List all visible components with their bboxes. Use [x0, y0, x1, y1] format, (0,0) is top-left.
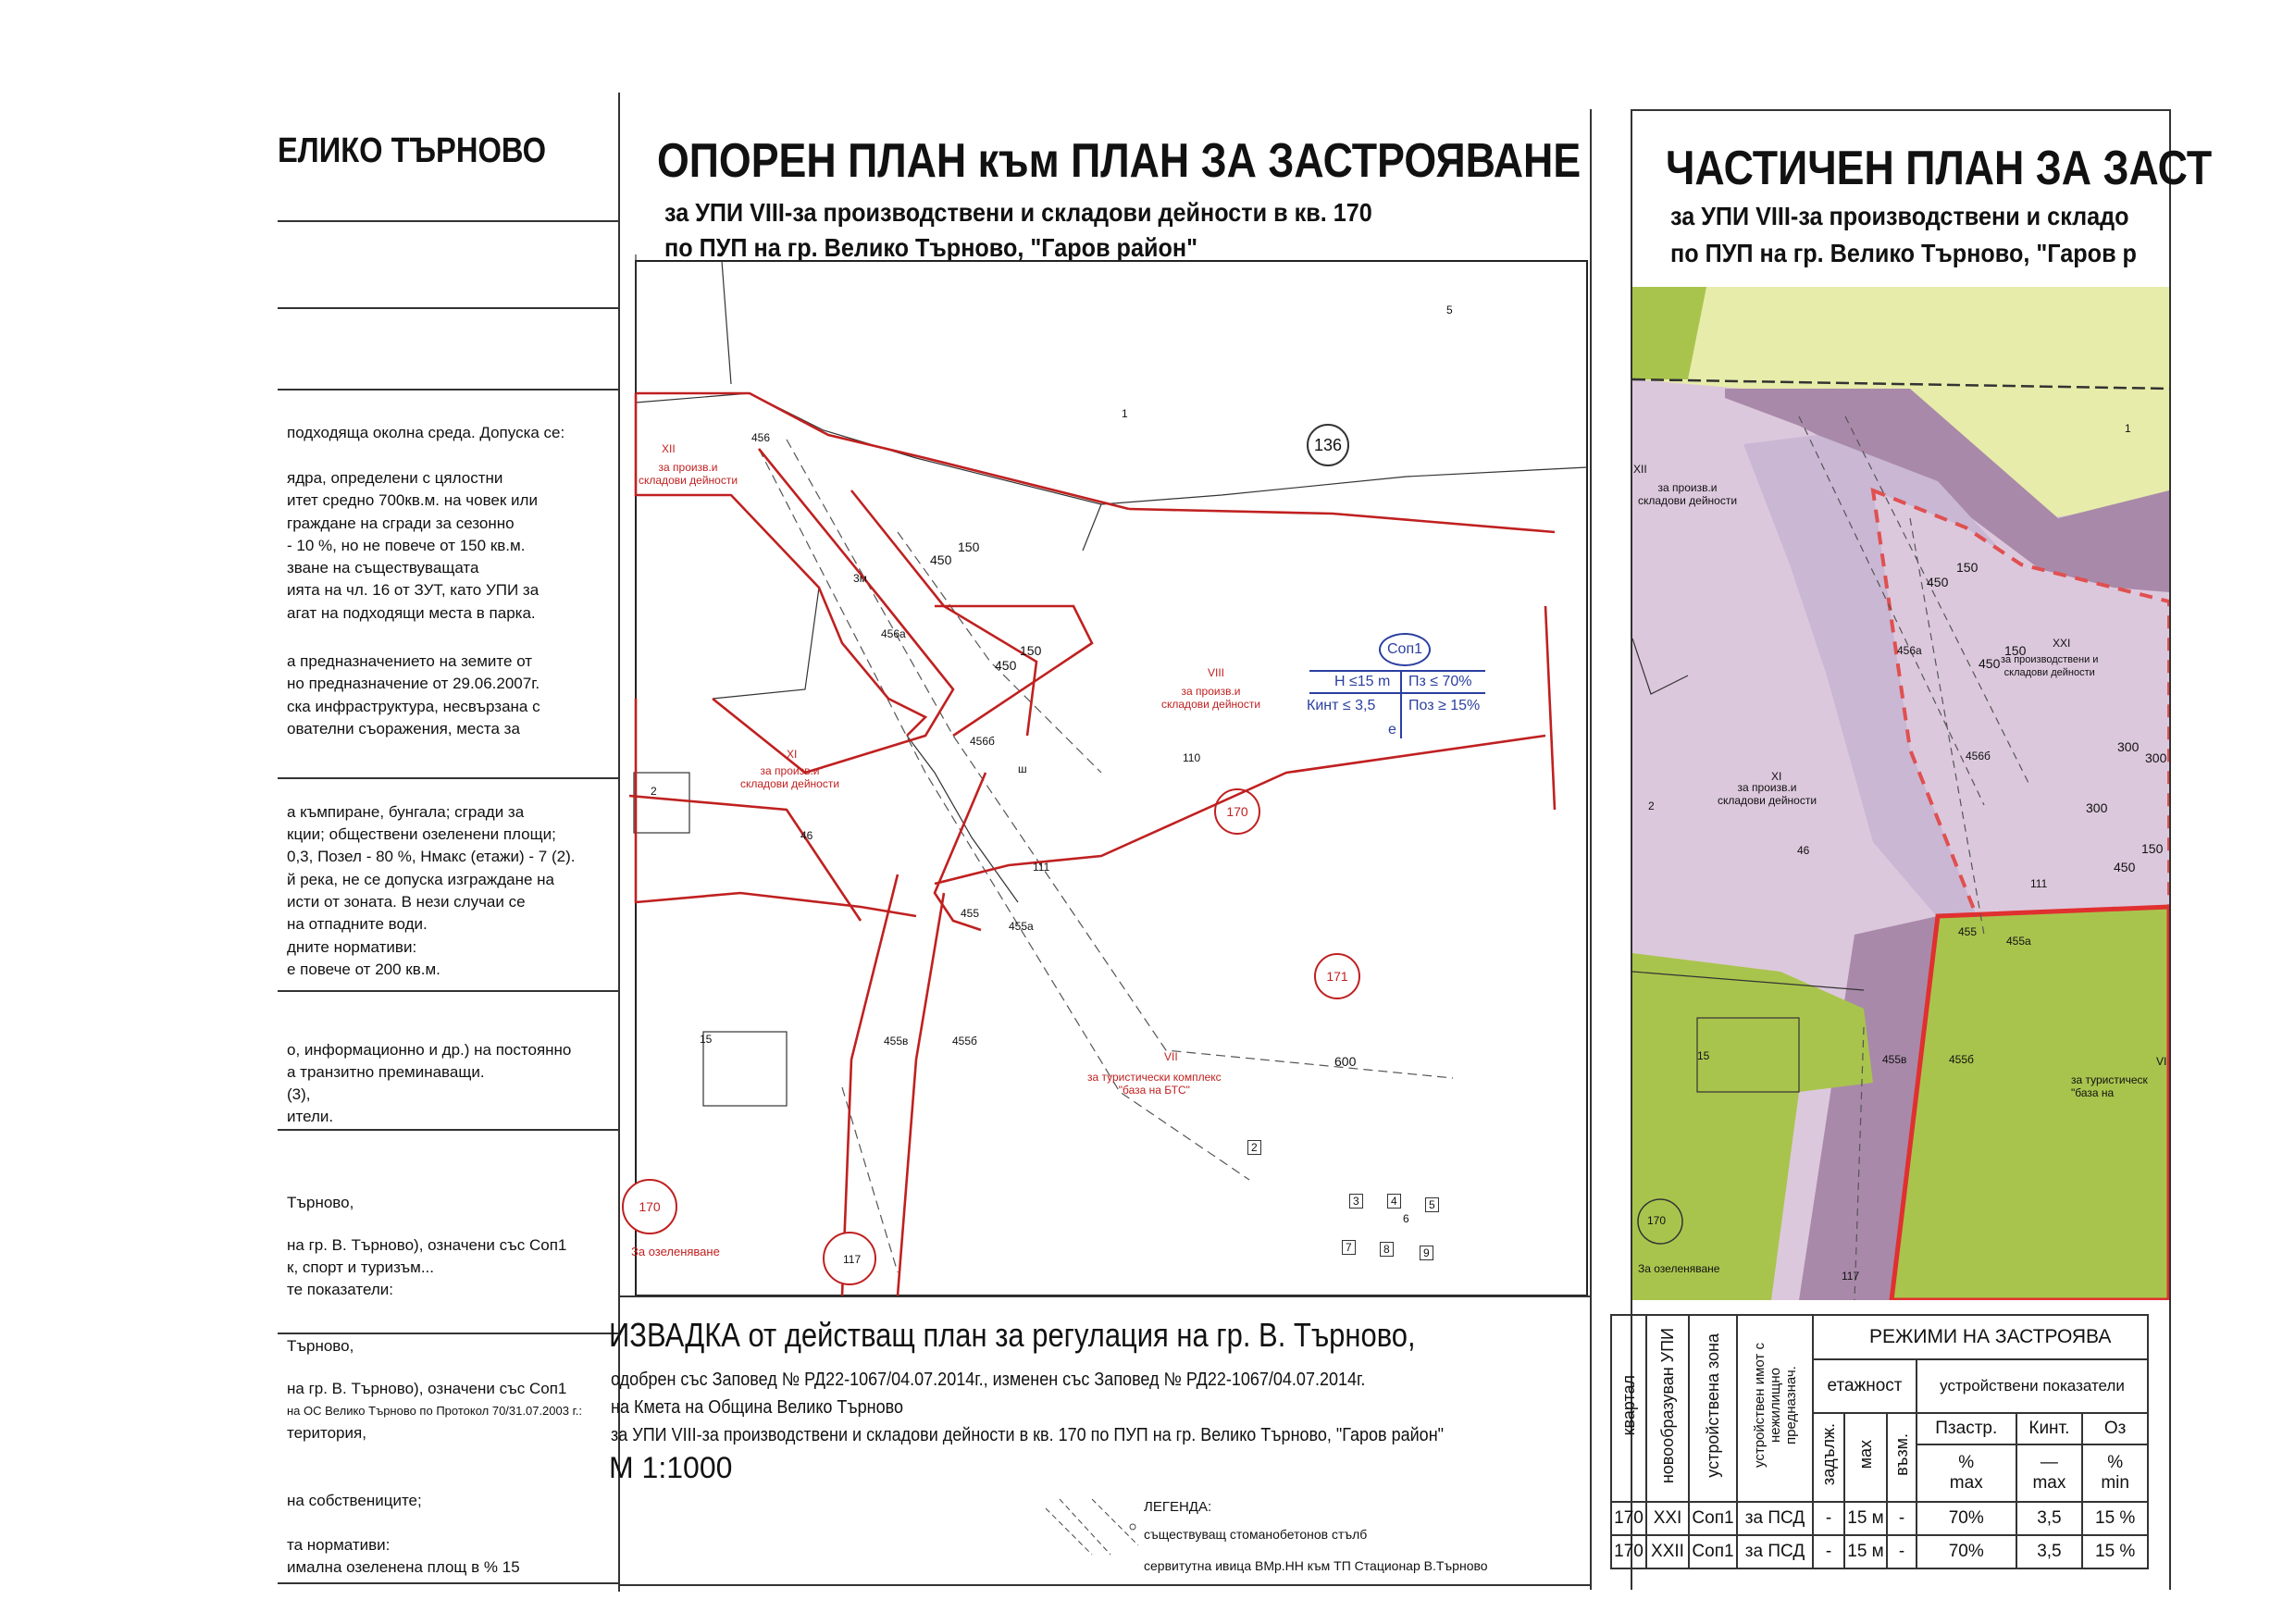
left-line: но предназначение от 29.06.2007г. [287, 675, 540, 692]
parcel-number: 117 [843, 1253, 862, 1266]
plot-viii-label: за произв.и складови дейности [1161, 685, 1261, 711]
parcel-number: 456б [970, 735, 995, 748]
cell: - [1813, 1502, 1844, 1535]
left-line: та нормативи: [287, 1536, 391, 1554]
plot-xi-roman: XI [1771, 770, 1782, 783]
left-line: те показатели: [287, 1281, 394, 1298]
cell: 3,5 [2016, 1535, 2083, 1568]
plot-vii-roman: VII [1164, 1050, 1178, 1063]
left-line: на ОС Велико Търново по Протокол 70/31.07.2003 г.: [287, 1404, 582, 1418]
parcel-number: 46 [800, 829, 813, 842]
left-line: на гр. В. Търново), означени със Соп1 [287, 1380, 567, 1397]
left-line: итет средно 700кв.м. на човек или [287, 491, 538, 509]
parcel-number: 450 [930, 552, 952, 567]
plot-xii-label: за произв.и складови дейности [639, 461, 738, 487]
left-line: е повече от 200 кв.м. [287, 961, 440, 978]
zone-height: H ≤15 m [1334, 674, 1391, 689]
parcel-number: 455а [2006, 935, 2031, 948]
parcel-number: 456б [1966, 750, 1991, 762]
extract-line-3: за УПИ VIII-за производствени и складови дейности в кв. 170 по ПУП на гр. Велико Търново, "Гаров район" [611, 1425, 1445, 1445]
block-circle-170-map: 170 [1214, 788, 1260, 835]
extract-line-2: на Кмета на Община Велико Търново [611, 1397, 904, 1418]
col-oz: Оз [2082, 1413, 2148, 1444]
plot-vi-roman: VI [2156, 1055, 2167, 1068]
parcel-number: 456а [1897, 644, 1922, 657]
lim-oz: min [2101, 1473, 2129, 1493]
col-kvartal: квартал [1619, 1375, 1638, 1436]
cell: Соп1 [1689, 1535, 1737, 1568]
plot-xxi-roman: XXI [2053, 637, 2071, 650]
left-line: зване на съществуващата [287, 559, 479, 576]
parcel-number: ш [1018, 762, 1027, 775]
cell: - [1887, 1535, 1917, 1568]
cell: Соп1 [1689, 1502, 1737, 1535]
parcel-number: 8 [1380, 1242, 1394, 1257]
parcel-number: 111 [1033, 861, 1050, 874]
table-row [1611, 1535, 2148, 1568]
left-line: - 10 %, но не повече от 150 кв.м. [287, 537, 526, 554]
left-line: 0,3, Позел - 80 %, Нмакс (етажи) - 7 (2). [287, 848, 576, 865]
parcel-number: 300 [2145, 750, 2167, 765]
parcel-number: 46 [1797, 844, 1810, 857]
plot-vii-label: за туристически комплекс "база на БТС" [1087, 1071, 1222, 1097]
cell: 15 м [1844, 1535, 1887, 1568]
col-nonres: устройствен имот с нежилищно предназнач. [1751, 1343, 1799, 1469]
parcel-number: 150 [1956, 560, 1979, 575]
cell: - [1887, 1502, 1917, 1535]
parcel-number: 7 [1342, 1240, 1356, 1255]
cell: 15 % [2082, 1535, 2148, 1568]
parcel-number: 600 [1334, 1054, 1357, 1069]
parcel-number: 150 [2141, 841, 2164, 856]
unit-pz: % [1958, 1453, 1975, 1472]
left-line: к, спорт и туризъм... [287, 1258, 434, 1276]
middle-subtitle-2: по ПУП на гр. Велико Търново, "Гаров район" [664, 233, 1198, 262]
legend-item-servitude: сервитутна ивица ВМр.НН към ТП Стационар В.Търново [1144, 1558, 1488, 1573]
extract-title: ИЗВАДКА от действащ план за регулация на гр. В. Търново, [609, 1316, 1416, 1354]
parcel-number: 110 [1183, 751, 1201, 764]
middle-title: ОПОРЕН ПЛАН към ПЛАН ЗА ЗАСТРОЯВАНЕ [657, 134, 1582, 188]
left-line: граждане на сгради за сезонно [287, 514, 515, 532]
left-line: исти от зоната. В нези случаи се [287, 893, 526, 911]
cell: XXI [1646, 1502, 1689, 1535]
col-vazm: възм. [1892, 1433, 1911, 1476]
plot-xi-label: за произв.и складови дейности [1718, 781, 1817, 807]
cell: за ПСД [1737, 1502, 1813, 1535]
left-line: (3), [287, 1085, 311, 1103]
parcel-number: 111 [2030, 877, 2048, 890]
parcel-number: 3 [1349, 1194, 1363, 1209]
parcel-number: 456а [881, 627, 906, 640]
col-kint: Кинт. [2016, 1413, 2083, 1444]
left-line: на отпадните води. [287, 915, 428, 933]
parcel-number: 2 [1648, 800, 1655, 812]
legend-item-pole: съществуващ стоманобетонов стълб [1144, 1527, 1368, 1542]
right-subtitle-1: за УПИ VIII-за производствени и складо [1670, 202, 2129, 230]
block-circle-171: 171 [1314, 953, 1360, 999]
block-circle-136: 136 [1307, 424, 1349, 466]
lim-kint: max [2032, 1473, 2066, 1493]
col-floors: етажност [1813, 1359, 1917, 1413]
left-line: ията на чл. 16 от ЗУТ, като УПИ за [287, 581, 540, 599]
table-row [1611, 1502, 2148, 1535]
parcel-number: 2 [1247, 1140, 1261, 1155]
building-regime-table [1610, 1314, 2149, 1569]
left-header: ЕЛИКО ТЪРНОВО [278, 131, 547, 170]
parcel-number: 15 [1697, 1049, 1710, 1062]
left-line: територия, [287, 1424, 366, 1442]
plot-xi-roman: XI [787, 748, 798, 761]
col-zone: устройствена зона [1703, 1333, 1722, 1478]
parcel-number: 150 [958, 539, 980, 554]
parcel-number: 455 [1958, 925, 1978, 938]
col-upi: новообразуван УПИ [1657, 1327, 1677, 1484]
right-subtitle-2: по ПУП на гр. Велико Търново, "Гаров р [1670, 239, 2137, 267]
cell: XXII [1646, 1535, 1689, 1568]
parcel-number: 6 [1403, 1212, 1409, 1225]
cell: - [1813, 1535, 1844, 1568]
parcel-number: 170 [1647, 1214, 1667, 1227]
cell: 170 [1611, 1535, 1646, 1568]
table-header-main: РЕЖИМИ НА ЗАСТРОЯВА [1813, 1315, 2148, 1359]
left-line: кции; обществени озеленени площи; [287, 825, 556, 843]
plot-xii-roman: XII [1633, 463, 1647, 476]
lim-pz: max [1949, 1473, 1983, 1493]
legend-title: ЛЕГЕНДА: [1144, 1499, 1212, 1515]
right-title: ЧАСТИЧЕН ПЛАН ЗА ЗАСТ [1666, 142, 2213, 195]
cell: 70% [1917, 1502, 2016, 1535]
parcel-number: 455в [884, 1035, 909, 1048]
parcel-number: 300 [2086, 800, 2108, 815]
col-zadalj: задълж. [1818, 1423, 1838, 1486]
left-line: а предназначението на земите от [287, 652, 533, 670]
unit-kint: — [2040, 1453, 2058, 1472]
middle-subtitle-1: за УПИ VIII-за производствени и складови дейности в кв. 170 [664, 198, 1372, 227]
zone-pz: Пз ≤ 70% [1408, 674, 1472, 689]
left-line: подходяща околна среда. Допуска се: [287, 424, 565, 441]
col-max: мах [1855, 1440, 1875, 1469]
zone-e: е [1388, 722, 1396, 738]
plot-viii-roman: VIII [1208, 666, 1225, 679]
parcel-number: 450 [2114, 860, 2136, 874]
plot-xxi-label: за производствени и складови дейности [2001, 654, 2099, 678]
left-line: имална озеленена площ в % 15 [287, 1558, 520, 1576]
unit-oz: % [2107, 1453, 2124, 1472]
scale-label: М 1:1000 [609, 1451, 733, 1484]
left-line: агат на подходящи места в парка. [287, 604, 536, 622]
parcel-number: 300 [2117, 739, 2140, 754]
left-line: а транзитно преминаващи. [287, 1063, 485, 1081]
zone-code: Соп1 [1379, 633, 1431, 666]
cell: 15 м [1844, 1502, 1887, 1535]
parcel-number: 5 [1446, 304, 1453, 316]
parcel-number: 4 [1387, 1194, 1401, 1209]
left-line: ска инфраструктура, несвързана с [287, 698, 540, 715]
left-line: ователни съоражения, места за [287, 720, 520, 738]
plot-vi-label: за туристическ "база на [2071, 1073, 2148, 1099]
extract-line-1: одобрен със Заповед № РД22-1067/04.07.2014г., изменен със Заповед № РД22-1067/04.07.2014г. [611, 1370, 1366, 1390]
zone-indicator-box [1296, 633, 1490, 744]
parcel-number: 1 [1122, 407, 1128, 420]
cell: 70% [1917, 1535, 2016, 1568]
left-line: Търново, [287, 1194, 354, 1211]
left-line: й река, не се допуска изграждане на [287, 871, 555, 888]
zone-kint: Кинт ≤ 3,5 [1307, 698, 1376, 713]
parcel-number: 455а [1009, 920, 1034, 933]
cell: за ПСД [1737, 1535, 1813, 1568]
green-area-label: За озеленяване [1638, 1262, 1720, 1275]
left-line: о, информационно и др.) на постоянно [287, 1041, 572, 1059]
parcel-number: 117 [1842, 1270, 1860, 1283]
parcel-number: 450 [995, 658, 1017, 673]
cell: 15 % [2082, 1502, 2148, 1535]
col-pz: Пзастр. [1917, 1413, 2016, 1444]
left-line: ядра, определени с цялостни [287, 469, 503, 487]
col-indicators: устройствени показатели [1917, 1359, 2148, 1413]
parcel-number: 456 [751, 431, 771, 444]
parcel-number: 450 [1927, 575, 1949, 589]
parcel-number: 1 [2125, 422, 2131, 435]
block-circle-170-corner: 170 [622, 1179, 677, 1234]
left-line: а къмпиране, бунгала; сгради за [287, 803, 525, 821]
left-line: на собствениците; [287, 1492, 422, 1509]
plot-xii-label: за произв.и складови дейности [1638, 481, 1738, 507]
parcel-number: 2 [651, 785, 657, 798]
parcel-number: 9 [1420, 1246, 1433, 1260]
parcel-number: 450 [1979, 656, 2001, 671]
left-line: дните нормативи: [287, 938, 417, 956]
parcel-number: 455 [961, 907, 980, 920]
plot-xii-roman: XII [662, 442, 676, 455]
plot-xi-label: за произв.и складови дейности [740, 764, 840, 790]
parcel-number: 455б [1949, 1053, 1974, 1066]
parcel-number: 150 [1020, 643, 1042, 658]
detailed-plan-map [1632, 287, 2169, 1300]
parcel-number: 15 [700, 1033, 713, 1046]
left-line: ители. [287, 1108, 334, 1125]
parcel-number: 5 [1425, 1197, 1439, 1212]
cell: 170 [1611, 1502, 1646, 1535]
cell: 3,5 [2016, 1502, 2083, 1535]
zone-poz: Поз ≥ 15% [1408, 698, 1481, 713]
parcel-number: 150 [2004, 643, 2027, 658]
parcel-number: 3м [853, 572, 867, 585]
left-line: на гр. В. Търново), означени със Соп1 [287, 1236, 567, 1254]
parcel-number: 455б [952, 1035, 977, 1048]
left-line: Търново, [287, 1337, 354, 1355]
legend-symbols [1036, 1490, 1148, 1582]
green-area-label: За озеленяване [631, 1245, 720, 1258]
parcel-number: 455в [1882, 1053, 1907, 1066]
